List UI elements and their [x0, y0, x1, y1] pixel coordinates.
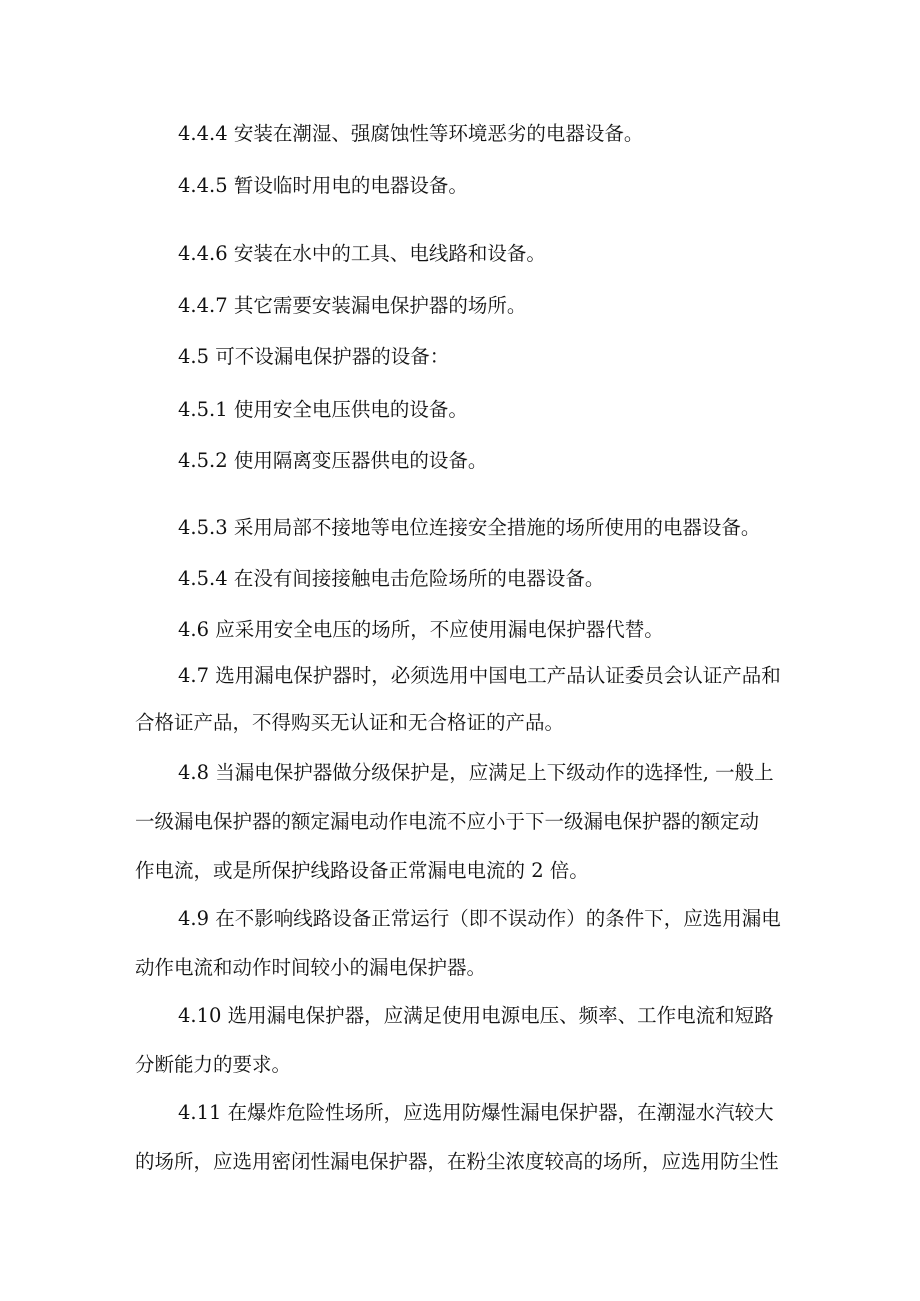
clause-4-6: 4.6 应采用安全电压的场所，不应使用漏电保护器代替。 — [178, 618, 664, 641]
clause-4-4-7: 4.4.7 其它需要安装漏电保护器的场所。 — [178, 294, 527, 317]
clause-4-8-line-2: 一级漏电保护器的额定漏电动作电流不应小于下一级漏电保护器的额定动 — [135, 810, 760, 833]
clause-4-5-4: 4.5.4 在没有间接接触电击危险场所的电器设备。 — [178, 567, 605, 590]
clause-4-10-line-2: 分断能力的要求。 — [135, 1053, 292, 1076]
clause-4-5-2: 4.5.2 使用隔离变压器供电的设备。 — [178, 449, 488, 472]
clause-4-7-line-2: 合格证产品，不得购买无认证和无合格证的产品。 — [135, 711, 565, 734]
clause-4-11-line-1: 4.11 在爆炸危险性场所，应选用防爆性漏电保护器，在潮湿水汽较大 — [178, 1101, 774, 1124]
clause-4-9-line-1: 4.9 在不影响线路设备正常运行（即不误动作）的条件下，应选用漏电 — [178, 907, 781, 930]
clause-4-5: 4.5 可不设漏电保护器的设备： — [178, 345, 450, 368]
clause-4-11-line-2: 的场所，应选用密闭性漏电保护器，在粉尘浓度较高的场所，应选用防尘性 — [135, 1150, 779, 1173]
clause-4-4-5: 4.4.5 暂设临时用电的电器设备。 — [178, 174, 468, 197]
clause-4-4-6: 4.4.6 安装在水中的工具、电线路和设备。 — [178, 242, 546, 265]
clause-4-8-line-3: 作电流，或是所保护线路设备正常漏电电流的 2 倍。 — [135, 859, 589, 882]
clause-4-5-1: 4.5.1 使用安全电压供电的设备。 — [178, 398, 468, 421]
clause-4-5-3: 4.5.3 采用局部不接地等电位连接安全措施的场所使用的电器设备。 — [178, 516, 761, 539]
clause-4-9-line-2: 动作电流和动作时间较小的漏电保护器。 — [135, 956, 487, 979]
clause-4-8-line-1: 4.8 当漏电保护器做分级保护是，应满足上下级动作的选择性, 一般上 — [178, 761, 774, 784]
clause-4-10-line-1: 4.10 选用漏电保护器，应满足使用电源电压、频率、工作电流和短路 — [178, 1004, 774, 1027]
clause-4-4-4: 4.4.4 安装在潮湿、强腐蚀性等环境恶劣的电器设备。 — [178, 122, 644, 145]
clause-4-7-line-1: 4.7 选用漏电保护器时，必须选用中国电工产品认证委员会认证产品和 — [178, 664, 781, 687]
